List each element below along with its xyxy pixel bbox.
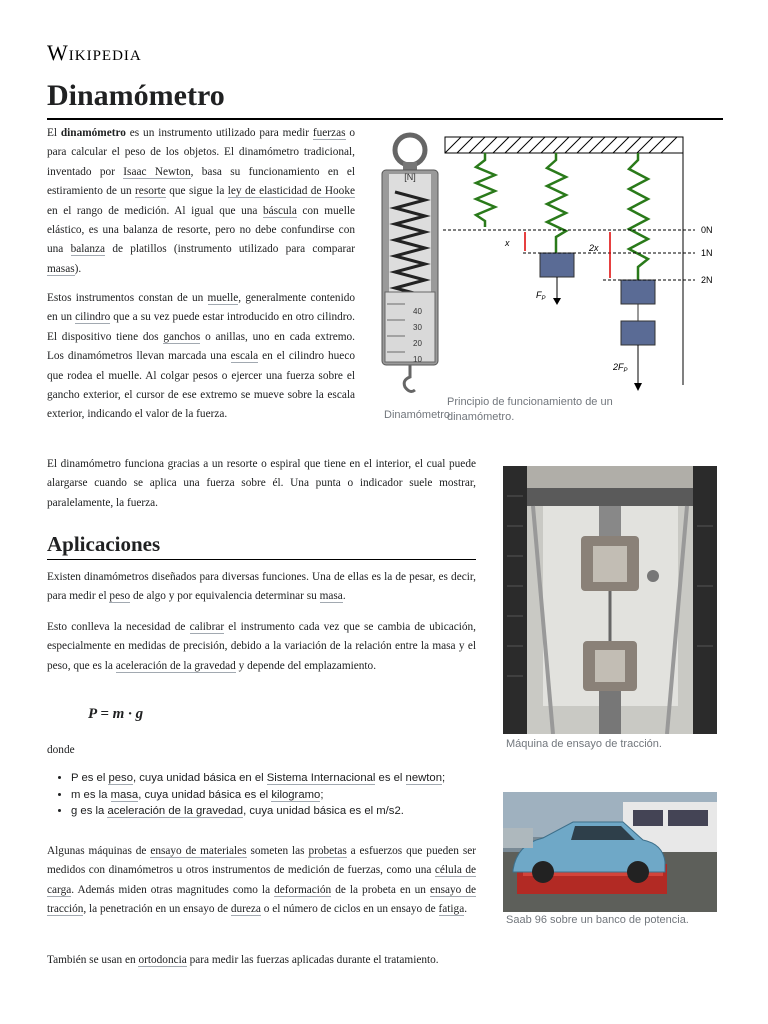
label-2fp: 2F	[613, 362, 624, 372]
label-0n: 0N	[701, 225, 713, 235]
dynamometer-image	[375, 132, 445, 412]
wiki-link[interactable]: ensayo de tracción	[47, 883, 476, 916]
wiki-link[interactable]: deformación	[274, 883, 332, 896]
wiki-link[interactable]: calibrar	[189, 621, 225, 633]
aplicaciones-paragraph-3: Algunas máquinas de ensayo de materiales someten las probetas a esfuerzos que pueden ser medidos con dinamómetros u otros instrumentos de medición de fuerzas, como una célula de carga. Además miden otras magnitudes como la deformación de la probeta en un ensayo de tracción, la penetración en un ensayo de dureza o el número de ciclos en un ensayo de fatiga.	[47, 845, 476, 916]
wiki-link[interactable]: báscula	[262, 204, 297, 217]
list-item: • g es la aceleración de la gravedad, cuya unidad básica es el m/s2.	[71, 803, 500, 820]
label-fp: F	[536, 290, 542, 300]
scale-tick-20: 20	[413, 339, 422, 348]
wiki-link[interactable]: masa	[110, 788, 139, 801]
svg-text:2FP	[612, 362, 628, 374]
label-1n: 1N	[701, 248, 713, 258]
wiki-link[interactable]: resorte	[135, 185, 166, 198]
variable-list	[47, 770, 500, 820]
page-title: Dinamómetro	[47, 76, 723, 120]
wiki-link[interactable]: ortodoncia	[138, 954, 187, 966]
scale-tick-30: 30	[413, 323, 422, 332]
wiki-link[interactable]: newton	[405, 772, 442, 784]
label-2n: 2N	[701, 275, 713, 285]
section-heading-aplicaciones: Aplicaciones	[47, 532, 476, 560]
term-bold: dinamómetro	[60, 127, 126, 139]
wiki-link[interactable]: ensayo de materiales	[150, 845, 247, 857]
donde-label: donde	[47, 744, 75, 756]
wiki-link[interactable]: escala	[230, 350, 259, 363]
wikipedia-wordmark[interactable]: Wikipedia	[47, 40, 142, 65]
intro-paragraph-3: El dinamómetro funciona gracias a un resorte o espiral que tiene en el interior, el cual puede alargarse cuando se aplica una fuerza sobre él. Una punta o indicador suele mostrar, paralelamente, la fuerza.	[47, 458, 476, 509]
label-fp-sub: P	[541, 296, 546, 302]
wiki-link[interactable]: peso	[108, 772, 133, 784]
aplicaciones-paragraph-1: Existen dinamómetros diseñados para diversas funciones. Una de ellas es la de pesar, es decir, para medir el peso de algo y por equivalencia determinar su masa.	[47, 571, 476, 603]
wiki-link[interactable]: cilindro	[75, 311, 111, 324]
wiki-link[interactable]: aceleración de la gravedad	[107, 805, 244, 817]
wiki-link[interactable]: masa	[319, 590, 343, 603]
aplicaciones-paragraph-2: Esto conlleva la necesidad de calibrar el instrumento cada vez que se cambia de ubicación, especialmente en medidas de precisión, debido a la variación de la relación entre la masa y el peso, que es la aceleración de la gravedad y depende del emplazamiento.	[47, 621, 476, 672]
wiki-link[interactable]: Sistema Internacional	[266, 772, 376, 784]
wiki-link[interactable]: ley de elasticidad de Hooke	[227, 185, 355, 198]
wiki-link[interactable]: kilogramo	[271, 788, 321, 801]
svg-text:FP	[536, 290, 546, 302]
saab-caption: Saab 96 sobre un banco de potencia.	[506, 914, 689, 926]
wiki-link[interactable]: fatiga	[438, 903, 465, 916]
scale-tick-40: 40	[413, 307, 422, 316]
wiki-link[interactable]: ganchos	[163, 330, 201, 343]
intro-paragraph-1: El dinamómetro es un instrumento utilizado para medir fuerzas o para calcular el peso de los objetos. El dinamómetro tradicional, inventado por Isaac Newton, basa su funcionamiento en el estiramiento de un resorte que sigue la ley de elasticidad de Hooke en el rango de medición. Al igual que una báscula con muelle elástico, es una balanza de resorte, pero no debe confundirse con una balanza de platillos (instrumento utilizado para comparar masas).	[47, 127, 356, 275]
formula: P = m · g	[88, 706, 144, 722]
wiki-link[interactable]: célula de carga	[47, 864, 476, 896]
wiki-link[interactable]: probetas	[308, 845, 347, 857]
tensile-caption: Máquina de ensayo de tracción.	[506, 738, 662, 750]
aplicaciones-paragraph-4: También se usan en ortodoncia para medir las fuerzas aplicadas durante el tratamiento.	[47, 954, 439, 966]
wiki-link[interactable]: aceleración de la gravedad	[115, 659, 236, 672]
saab-photo[interactable]	[503, 792, 717, 912]
intro-paragraph-2: Estos instrumentos constan de un muelle, generalmente contenido en un cilindro que a su vez puede estar introducido en otro cilindro. El dispositivo tiene dos ganchos o anillas, uno en cada extremo. Los dinamómetros llevan marcada una escala en el cilindro hueco que rodea el muelle. Al colgar pesos o ejercer una fuerza sobre el gancho exterior, el cursor de ese extremo se mueve sobre la escala exterior, indicando el valor de la fuerza.	[47, 292, 356, 421]
label-2x: 2x	[589, 243, 599, 253]
wiki-link[interactable]: muelle	[207, 292, 239, 304]
label-2fp-sub: P	[623, 368, 628, 374]
wiki-link[interactable]: peso	[109, 590, 131, 603]
principle-caption: Principio de funcionamiento de un dinamómetro.	[447, 396, 613, 423]
dynamometer-caption: Dinamómetro	[384, 409, 451, 421]
wiki-link[interactable]: fuerzas	[312, 127, 346, 139]
label-x: x	[505, 238, 510, 248]
tensile-machine-photo[interactable]	[503, 466, 717, 734]
list-item: • P es el peso, cuya unidad básica en el Sistema Internacional es el newton;	[71, 770, 500, 787]
scale-unit-label: [N]	[404, 172, 416, 182]
wiki-link[interactable]: dureza	[230, 903, 261, 916]
scale-tick-10: 10	[413, 355, 422, 364]
wiki-link[interactable]: masas	[47, 262, 75, 275]
list-item: • m es la masa, cuya unidad básica es el kilogramo;	[71, 787, 500, 804]
wiki-link[interactable]: balanza	[70, 243, 106, 256]
principle-diagram	[443, 135, 728, 397]
wiki-link[interactable]: Isaac Newton	[123, 165, 191, 178]
